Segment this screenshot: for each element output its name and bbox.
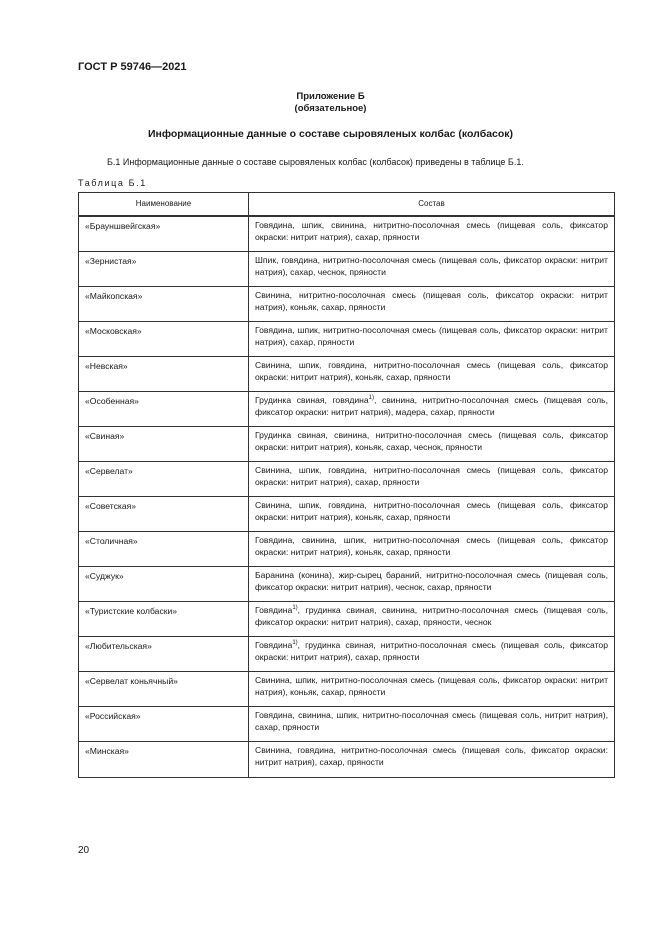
product-composition: Свинина, шпик, говядина, нитритно-посолочная смесь (пищевая соль, фиксатор окраски: нитрит натрия), коньяк, сахар, пряности xyxy=(249,496,615,531)
product-composition: Говядина, шпик, нитритно-посолочная смесь (пищевая соль, фиксатор окраски: нитрит натрия), сахар, пряности xyxy=(249,321,615,356)
table-row xyxy=(79,391,615,426)
document-code: ГОСТ Р 59746—2021 xyxy=(78,61,187,73)
product-composition: Свинина, шпик, нитритно-посолочная смесь (пищевая соль, фиксатор окраски: нитрит натрия), коньяк, сахар, пряности xyxy=(249,671,615,706)
composition-part: Грудинка свиная, говядина xyxy=(255,394,369,405)
table-row xyxy=(79,426,615,461)
composition-part: , грудинка свиная, свинина, нитритно-посолочная смесь (пищевая соль, фиксатор окраски: нитрит натрия), сахар, пряности, чеснок xyxy=(255,604,608,627)
product-name: «Столичная» xyxy=(79,531,249,566)
table-caption: Таблица Б.1 xyxy=(78,178,147,188)
column-header-name: Наименование xyxy=(79,193,249,217)
footnote-marker: 1) xyxy=(292,639,298,646)
product-composition: Баранина (конина), жир-сырец бараний, нитритно-посолочная смесь (пищевая соль, фиксатор окраски: нитрит натрия), чеснок, сахар, пряности xyxy=(249,566,615,601)
table-row xyxy=(79,496,615,531)
product-name: «Любительская» xyxy=(79,636,249,671)
composition-table xyxy=(78,192,615,778)
footnote-marker: 1) xyxy=(368,394,375,401)
table-row xyxy=(79,321,615,356)
product-name: «Российская» xyxy=(79,706,249,741)
product-composition: Свинина, говядина, нитритно-посолочная смесь (пищевая соль, фиксатор окраски: нитрит натрия), сахар, пряности xyxy=(249,741,615,777)
product-composition: Шпик, говядина, нитритно-посолочная смесь (пищевая соль, фиксатор окраски: нитрит натрия), сахар, чеснок, пряности xyxy=(249,251,615,286)
composition-part: Говядина xyxy=(255,639,293,650)
table-header-row xyxy=(79,193,615,217)
product-name: «Туристские колбаски» xyxy=(79,601,249,636)
footnote-marker: 1) xyxy=(292,604,298,611)
product-composition: Говядина, шпик, свинина, нитритно-посолочная смесь (пищевая соль, фиксатор окраски: нитрит натрия), сахар, пряности xyxy=(249,216,615,251)
table-row xyxy=(79,741,615,777)
product-composition xyxy=(249,636,615,671)
product-composition: Говядина, свинина, шпик, нитритно-посолочная смесь (пищевая соль, нитрит натрия), сахар, пряности xyxy=(249,706,615,741)
product-name: «Суджук» xyxy=(79,566,249,601)
intro-paragraph: Б.1 Информационные данные о составе сыровяленых колбас (колбасок) приведены в таблице Б.1. xyxy=(107,157,524,167)
table-row xyxy=(79,566,615,601)
appendix-status: (обязательное) xyxy=(294,103,367,114)
product-name: «Майкопская» xyxy=(79,286,249,321)
appendix-title: Приложение Б xyxy=(296,91,365,102)
table-row xyxy=(79,216,615,251)
product-name: «Минская» xyxy=(79,741,249,777)
appendix-block xyxy=(0,91,661,115)
page-number: 20 xyxy=(78,845,90,856)
product-composition: Свинина, шпик, говядина, нитритно-посолочная смесь (пищевая соль, фиксатор окраски: нитрит натрия), сахар, пряности xyxy=(249,461,615,496)
table-row xyxy=(79,706,615,741)
section-heading: Информационные данные о составе сыровяленых колбас (колбасок) xyxy=(147,128,514,140)
product-composition: Свинина, шпик, говядина, нитритно-посолочная смесь (пищевая соль, фиксатор окраски: нитрит натрия), коньяк, сахар, пряности xyxy=(249,356,615,391)
product-composition xyxy=(249,601,615,636)
composition-part: , свинина, нитритно-посолочная смесь (пищевая соль, фиксатор окраски: нитрит натрия), мадера, сахар, пряности xyxy=(255,394,608,417)
product-composition: Говядина, свинина, шпик, нитритно-посолочная смесь (пищевая соль, фиксатор окраски: нитрит натрия), коньяк, сахар, пряности xyxy=(249,531,615,566)
product-name: «Брауншвейгская» xyxy=(79,216,249,251)
product-composition xyxy=(249,391,615,426)
product-name: «Советская» xyxy=(79,496,249,531)
table-row xyxy=(79,356,615,391)
table-row xyxy=(79,636,615,671)
table-row xyxy=(79,531,615,566)
composition-part: , грудинка свиная, нитритно-посолочная смесь (пищевая соль, фиксатор окраски: нитрит натрия), сахар, пряности xyxy=(255,639,608,662)
product-name: «Зернистая» xyxy=(79,251,249,286)
product-name: «Сервелат коньячный» xyxy=(79,671,249,706)
product-name: «Сервелат» xyxy=(79,461,249,496)
table-row xyxy=(79,286,615,321)
table-row xyxy=(79,251,615,286)
product-name: «Невская» xyxy=(79,356,249,391)
column-header-composition: Состав xyxy=(249,193,615,217)
product-name: «Свиная» xyxy=(79,426,249,461)
product-name: «Особенная» xyxy=(79,391,249,426)
composition-part: Говядина xyxy=(255,604,293,615)
product-name: «Московская» xyxy=(79,321,249,356)
product-composition: Свинина, нитритно-посолочная смесь (пищевая соль, фиксатор окраски: нитрит натрия), коньяк, сахар, пряности xyxy=(249,286,615,321)
table-row xyxy=(79,461,615,496)
table-row xyxy=(79,601,615,636)
table-row xyxy=(79,671,615,706)
product-composition: Грудинка свиная, свинина, нитритно-посолочная смесь (пищевая соль, фиксатор окраски: нитрит натрия), коньяк, сахар, чеснок, пряности xyxy=(249,426,615,461)
